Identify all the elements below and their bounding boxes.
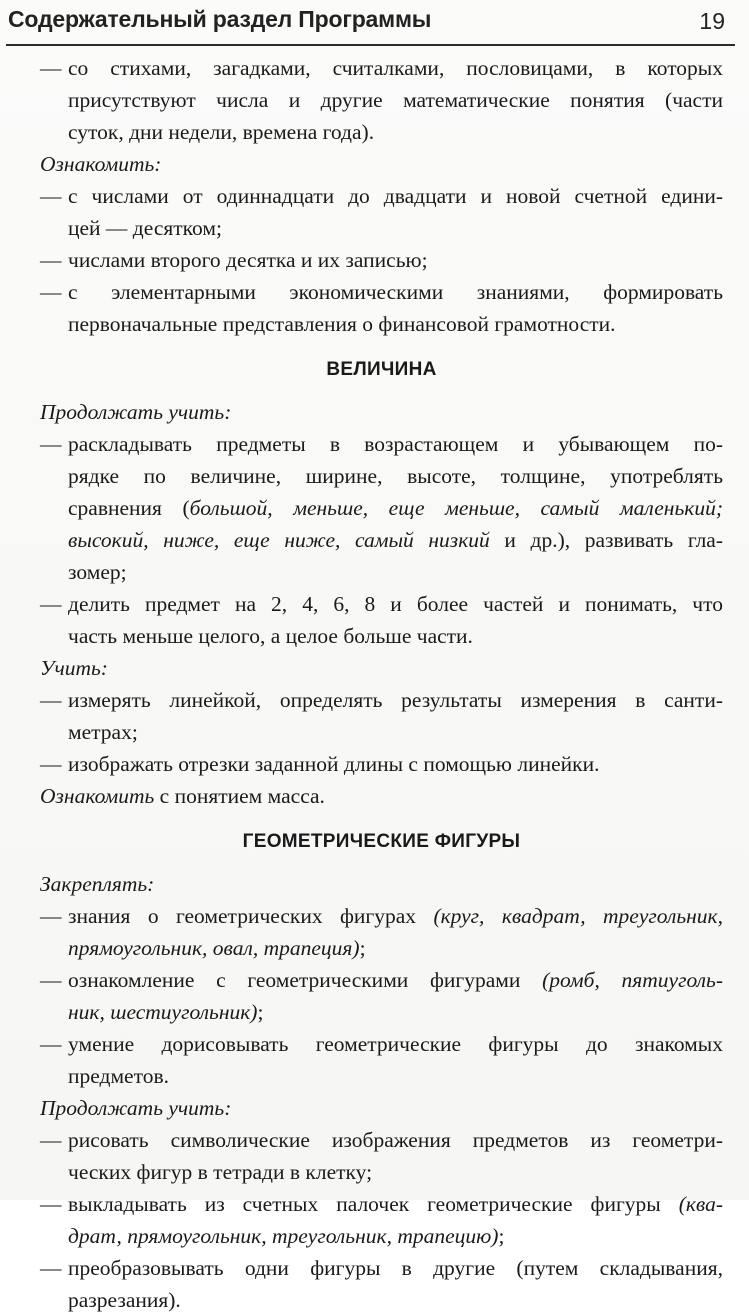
text-run: ; (257, 1000, 264, 1024)
list-item (40, 748, 723, 780)
line-text: с элементарными экономическими знаниями, формировать (68, 280, 723, 304)
list-item (40, 1124, 723, 1156)
line-text (40, 524, 723, 556)
text-run-italic: (круг, квадрат, треугольник, (433, 904, 723, 928)
section-heading: ВЕЛИЧИНА (326, 359, 437, 380)
line-text: рядке по величине, ширине, высоте, толщине, употреблять (68, 464, 723, 488)
lead-in-label: Ознакомить: (40, 152, 162, 176)
lead-in-label: Учить: (40, 656, 108, 680)
dash-marker: — (40, 248, 62, 272)
lead-in-label: Продолжать учить: (40, 400, 232, 424)
line-text: первоначальные представления о финансовой грамотности. (68, 312, 616, 336)
text-run: с понятием масса. (154, 784, 325, 808)
list-item (40, 1252, 723, 1284)
list-item (40, 52, 723, 84)
dash-marker: — (40, 1192, 62, 1216)
list-item (40, 428, 723, 460)
page-number: 19 (699, 8, 725, 34)
text-run-italic: (ромб, пятиуголь- (542, 968, 723, 992)
line-text: зомер; (68, 560, 127, 584)
line-text: суток, дни недели, времена года). (68, 120, 375, 144)
line-text (68, 1188, 723, 1220)
text-run: знания о геометрических фигурах (68, 904, 434, 928)
section-title: Содержательный раздел Программы (8, 6, 432, 32)
body-text (40, 52, 723, 1316)
list-item (40, 276, 723, 308)
text-run: и др.), развивать гла- (489, 528, 723, 552)
dash-marker: — (40, 280, 62, 304)
dash-marker: — (40, 1256, 62, 1280)
dash-marker: — (40, 1032, 62, 1056)
line-text (40, 996, 723, 1028)
line-text: рисовать символические изображения предметов из геометри- (68, 1128, 723, 1152)
dash-marker: — (40, 592, 62, 616)
text-run: ; (498, 1224, 505, 1248)
line-text (40, 932, 723, 964)
running-header (6, 0, 735, 46)
list-item (40, 1188, 723, 1220)
dash-marker: — (40, 904, 62, 928)
dash-marker: — (40, 968, 62, 992)
line-text: числами второго десятка и их записью; (68, 248, 428, 272)
line-text (40, 1220, 723, 1252)
line-text (68, 900, 723, 932)
line-text: раскладывать предметы в возрастающем и убывающем по- (68, 432, 723, 456)
line-text: разрезания). (68, 1288, 181, 1312)
line-text: присутствуют числа и другие математические понятия (части (68, 88, 723, 112)
list-item (40, 180, 723, 212)
text-run-italic: Ознакомить (40, 784, 155, 808)
text-run-italic: ник, шестиугольник) (68, 1000, 258, 1024)
list-item (40, 964, 723, 996)
text-run-italic: прямоугольник, овал, трапеция) (68, 936, 360, 960)
line-text: часть меньше целого, а целое больше части. (68, 624, 473, 648)
line-text: измерять линейкой, определять результаты измерения в санти- (68, 688, 723, 712)
line-text: со стихами, загадками, считалками, пословицами, в которых (68, 56, 723, 80)
dash-marker: — (40, 752, 62, 776)
lead-in-label: Продолжать учить: (40, 1096, 232, 1120)
text-run-italic: драт, прямоугольник, треугольник, трапецию) (68, 1224, 499, 1248)
text-run-italic: (ква- (678, 1192, 723, 1216)
text-run: выкладывать из счетных палочек геометрические фигуры (68, 1192, 679, 1216)
line-text: метрах; (68, 720, 138, 744)
line-text: делить предмет на 2, 4, 6, 8 и более частей и понимать, что (68, 592, 723, 616)
line-text: предметов. (68, 1064, 169, 1088)
lead-in-label: Закреплять: (40, 872, 155, 896)
line-text: ческих фигур в тетради в клетку; (68, 1160, 373, 1184)
line-text: преобразовывать одни фигуры в другие (путем складывания, (68, 1256, 723, 1280)
dash-marker: — (40, 688, 62, 712)
line-text (68, 964, 723, 996)
text-run: сравнения ( (68, 496, 190, 520)
list-item (40, 900, 723, 932)
list-item (40, 684, 723, 716)
text-run-italic: высокий, ниже, еще ниже, самый низкий (68, 528, 490, 552)
line-text: умение дорисовывать геометрические фигуры до знакомых (68, 1032, 723, 1056)
line-text: цей — десятком; (68, 216, 222, 240)
dash-marker: — (40, 184, 62, 208)
dash-marker: — (40, 432, 62, 456)
text-run: ознакомление с геометрическими фигурами (68, 968, 543, 992)
line-text (40, 780, 723, 812)
list-item (40, 588, 723, 620)
text-run: ; (359, 936, 366, 960)
line-text: с числами от одиннадцати до двадцати и новой счетной едини- (68, 184, 723, 208)
line-text: изображать отрезки заданной длины с помощью линейки. (68, 752, 600, 776)
list-item (40, 244, 723, 276)
dash-marker: — (40, 1128, 62, 1152)
list-item (40, 1028, 723, 1060)
section-heading: ГЕОМЕТРИЧЕСКИЕ ФИГУРЫ (242, 831, 521, 852)
text-run-italic: большой, меньше, еще меньше, самый маленький; (189, 496, 723, 520)
line-text (40, 492, 723, 524)
dash-marker: — (40, 56, 62, 80)
